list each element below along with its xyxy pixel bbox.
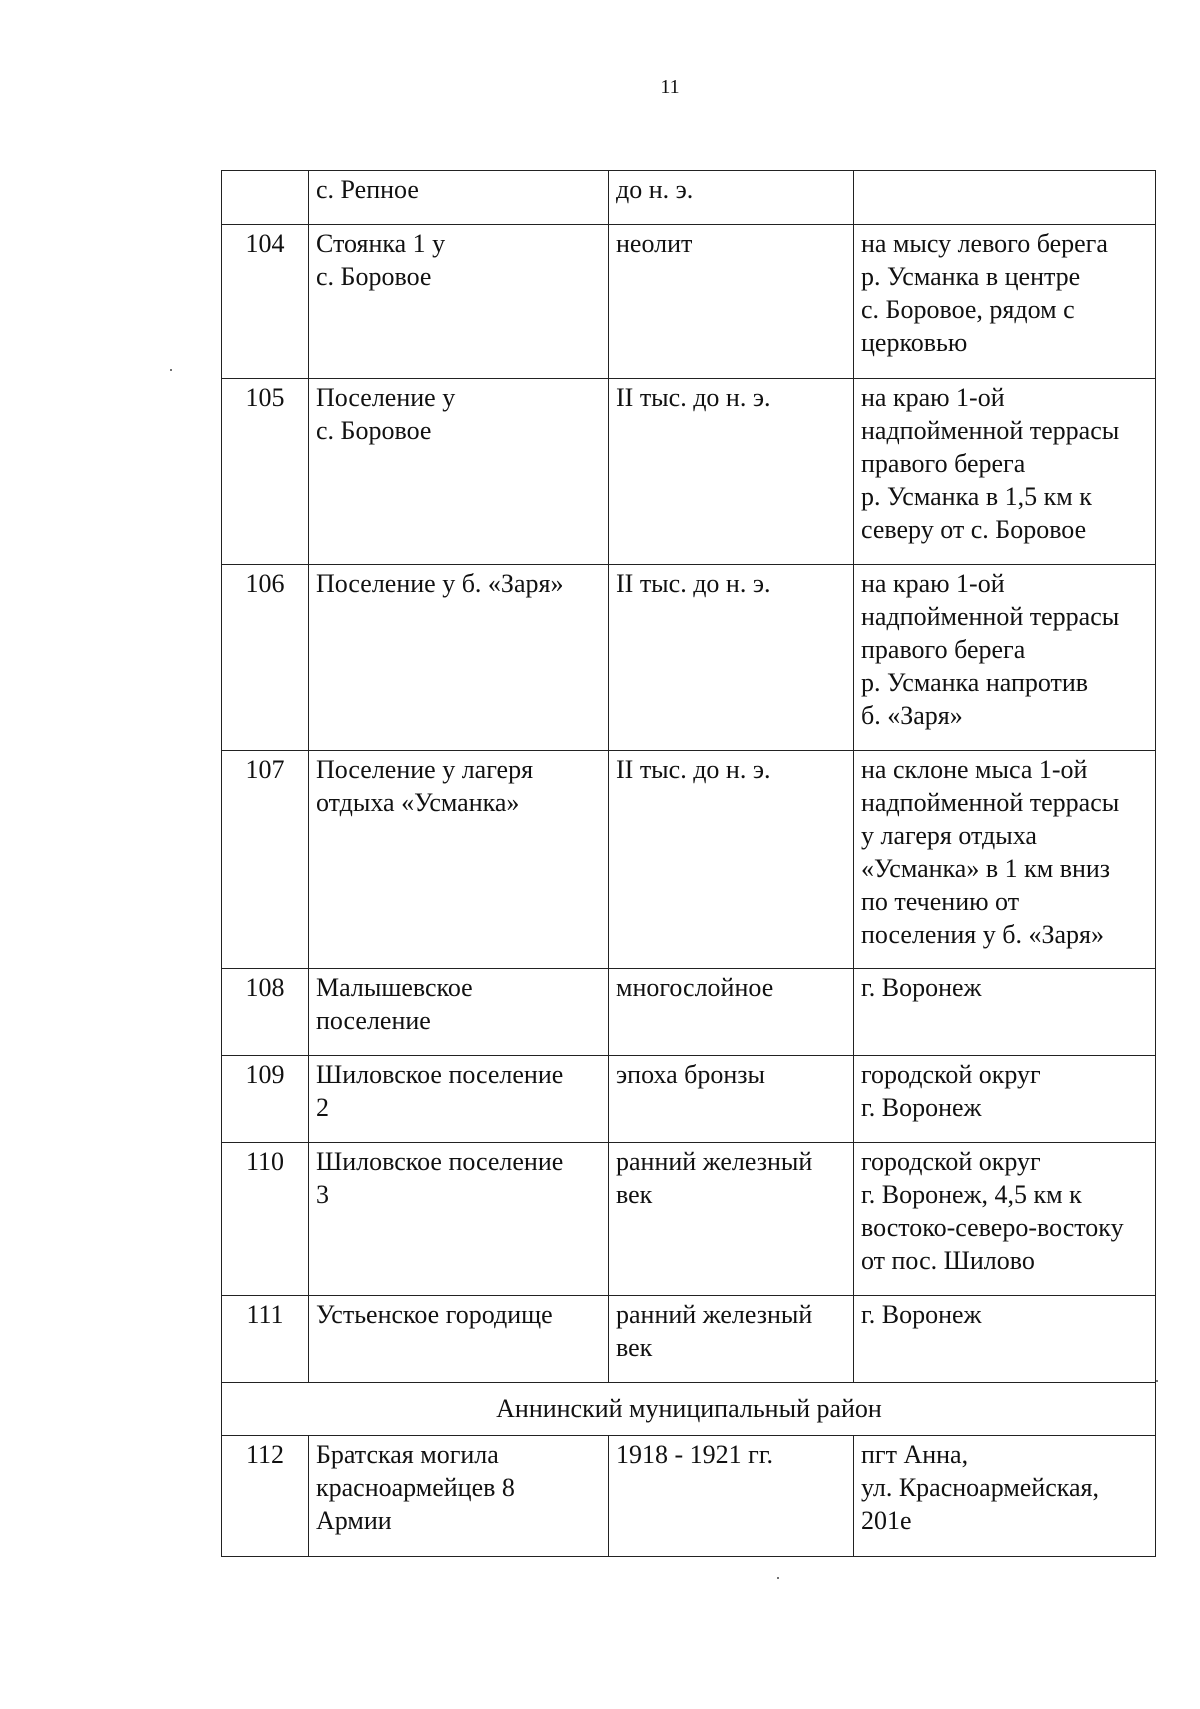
monument-location-line: на мысу левого берега (861, 229, 1108, 258)
monument-name-line: Армии (316, 1506, 392, 1535)
monument-date (609, 1296, 854, 1383)
row-number: 105 (222, 379, 309, 565)
monument-location-line: 201е (861, 1506, 912, 1535)
monument-name-line: Поселение у б. «Заря» (316, 569, 564, 598)
monument-location-line: на краю 1-ой (861, 569, 1005, 598)
monument-location-line: «Усманка» в 1 км вниз (861, 854, 1111, 883)
monument-date-line: II тыс. до н. э. (616, 755, 771, 784)
table-row (222, 379, 1156, 565)
monument-location (854, 379, 1156, 565)
monument-name-line: Братская могила (316, 1440, 499, 1469)
monument-location-line: пгт Анна, (861, 1440, 969, 1469)
monument-location-line: востоко-северо-востоку (861, 1213, 1124, 1242)
monument-name-line: с. Боровое (316, 262, 432, 291)
row-number: 110 (222, 1143, 309, 1296)
monument-name (309, 1436, 609, 1557)
monument-location-line: р. Усманка в 1,5 км к (861, 482, 1092, 511)
table-row (222, 1436, 1156, 1557)
monument-date-line: до н. э. (616, 175, 694, 204)
monument-location-line: ул. Красноармейская, (861, 1473, 1099, 1502)
monument-name-line: 2 (316, 1093, 329, 1122)
monument-name (309, 1143, 609, 1296)
row-number (222, 171, 309, 225)
monument-date-line: многослойное (616, 973, 774, 1002)
monument-date-line: ранний железный (616, 1147, 813, 1176)
monument-date-line: эпоха бронзы (616, 1060, 766, 1089)
monument-name (309, 969, 609, 1056)
scan-speck (777, 1577, 779, 1579)
monument-location-line: поселения у б. «Заря» (861, 920, 1105, 949)
table-row (222, 565, 1156, 751)
monument-location-line: р. Усманка в центре (861, 262, 1081, 291)
monument-name (309, 379, 609, 565)
monument-date-line: II тыс. до н. э. (616, 383, 771, 412)
monument-location-line: г. Воронеж (861, 1300, 982, 1329)
row-number: 111 (222, 1296, 309, 1383)
monument-name-line: 3 (316, 1180, 329, 1209)
monument-location-line: правого берега (861, 635, 1026, 664)
monument-date (609, 1143, 854, 1296)
monument-location (854, 565, 1156, 751)
monument-location-line: по течению от (861, 887, 1020, 916)
monument-date (609, 171, 854, 225)
monument-location-line: городской округ (861, 1147, 1041, 1176)
monument-location-line: у лагеря отдыха (861, 821, 1037, 850)
table-row (222, 171, 1156, 225)
monument-location-line: г. Воронеж, 4,5 км к (861, 1180, 1082, 1209)
monument-date (609, 225, 854, 379)
monument-date (609, 379, 854, 565)
monument-location (854, 1436, 1156, 1557)
monument-location-line: надпойменной террасы (861, 602, 1120, 631)
row-number: 108 (222, 969, 309, 1056)
scan-speck (1156, 1380, 1158, 1382)
section-title: Аннинский муниципальный район (222, 1383, 1156, 1436)
table-row (222, 969, 1156, 1056)
table-row (222, 1056, 1156, 1143)
monument-location-line: городской округ (861, 1060, 1041, 1089)
monument-location (854, 225, 1156, 379)
monument-name (309, 171, 609, 225)
monument-location (854, 1143, 1156, 1296)
table-body (222, 171, 1156, 1557)
monument-name-line: Устьенское городище (316, 1300, 553, 1329)
row-number: 109 (222, 1056, 309, 1143)
monument-location-line: г. Воронеж (861, 973, 982, 1002)
monument-name-line: Малышевское (316, 973, 473, 1002)
monument-date (609, 1056, 854, 1143)
monument-location-line: северу от с. Боровое (861, 515, 1087, 544)
monument-location (854, 751, 1156, 969)
monument-location-line: г. Воронеж (861, 1093, 982, 1122)
row-number: 107 (222, 751, 309, 969)
monument-name-line: красноармейцев 8 (316, 1473, 515, 1502)
monument-name-line: Поселение у лагеря (316, 755, 534, 784)
monument-name-line: Шиловское поселение (316, 1147, 564, 1176)
monument-date (609, 1436, 854, 1557)
monument-name (309, 1296, 609, 1383)
row-number: 104 (222, 225, 309, 379)
table-row (222, 1296, 1156, 1383)
monument-location-line: р. Усманка напротив (861, 668, 1089, 697)
row-number: 106 (222, 565, 309, 751)
scan-speck (170, 369, 172, 371)
monument-location-line: б. «Заря» (861, 701, 963, 730)
section-row (222, 1383, 1156, 1436)
monument-name-line: Поселение у (316, 383, 456, 412)
monument-date-line: ранний железный (616, 1300, 813, 1329)
monument-location-line: от пос. Шилово (861, 1246, 1035, 1275)
page-number: 11 (660, 76, 680, 98)
monument-location-line: надпойменной террасы (861, 416, 1120, 445)
monument-date (609, 565, 854, 751)
monument-date (609, 969, 854, 1056)
monument-date (609, 751, 854, 969)
monument-location-line: на склоне мыса 1-ой (861, 755, 1088, 784)
monument-location (854, 1056, 1156, 1143)
monument-name-line: Шиловское поселение (316, 1060, 564, 1089)
monument-location-line: на краю 1-ой (861, 383, 1005, 412)
monument-name-line: отдыха «Усманка» (316, 788, 520, 817)
table-row (222, 751, 1156, 969)
monument-name-line: Стоянка 1 у (316, 229, 446, 258)
monument-name-line: с. Боровое (316, 416, 432, 445)
monument-location-line: церковью (861, 328, 968, 357)
monument-name (309, 1056, 609, 1143)
monument-location-line: с. Боровое, рядом с (861, 295, 1075, 324)
monument-date-line: неолит (616, 229, 693, 258)
monument-location (854, 171, 1156, 225)
monument-date-line: век (616, 1180, 653, 1209)
monument-name (309, 565, 609, 751)
monument-name-line: поселение (316, 1006, 431, 1035)
monument-name (309, 225, 609, 379)
monument-location (854, 969, 1156, 1056)
monument-name-line: с. Репное (316, 175, 419, 204)
monument-location-line: надпойменной террасы (861, 788, 1120, 817)
table-row (222, 1143, 1156, 1296)
table-row (222, 225, 1156, 379)
monument-date-line: век (616, 1333, 653, 1362)
monuments-table (221, 170, 1156, 1557)
monument-date-line: 1918 - 1921 гг. (616, 1440, 774, 1469)
monument-name (309, 751, 609, 969)
monument-location (854, 1296, 1156, 1383)
monument-date-line: II тыс. до н. э. (616, 569, 771, 598)
row-number: 112 (222, 1436, 309, 1557)
monument-location-line: правого берега (861, 449, 1026, 478)
